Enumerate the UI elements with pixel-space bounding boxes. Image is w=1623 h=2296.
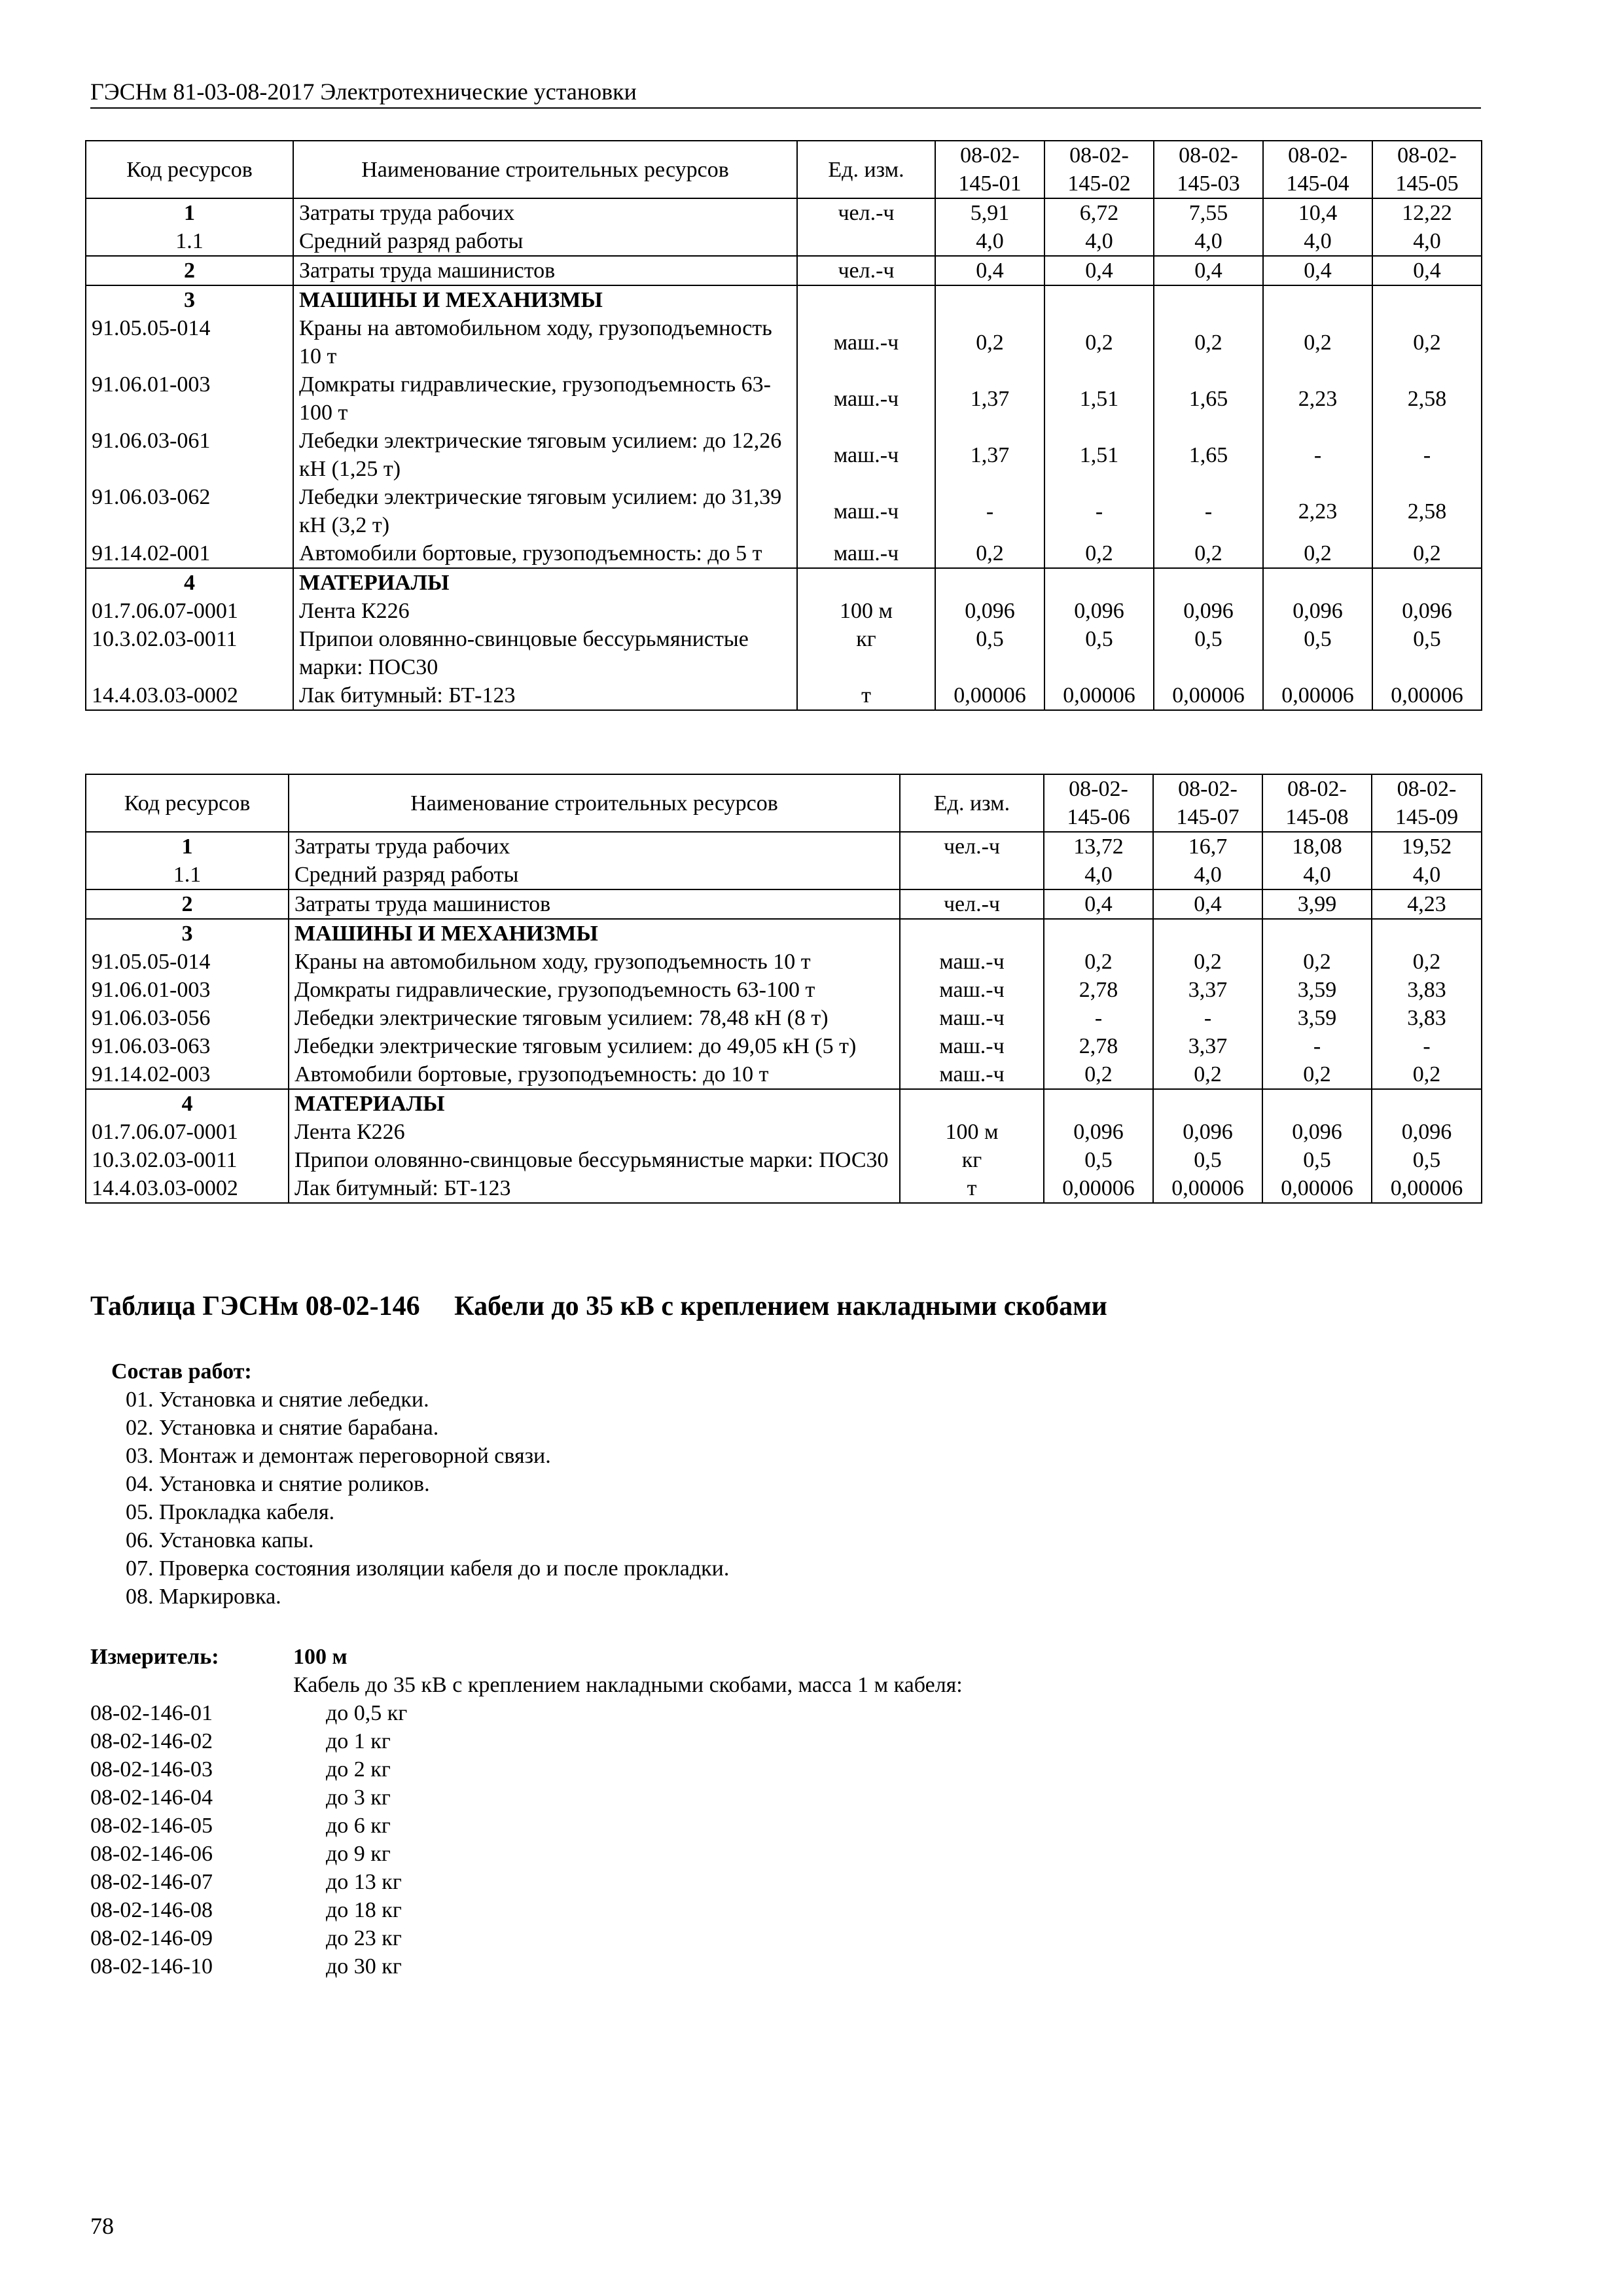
resource-unit: маш.-ч bbox=[900, 1032, 1044, 1060]
resource-value: 3,37 bbox=[1153, 976, 1262, 1004]
meter-item-code: 08-02-146-01 bbox=[90, 1701, 213, 1725]
column-header: 08-02-145-07 bbox=[1153, 774, 1262, 832]
column-header: Код ресурсов bbox=[86, 774, 289, 832]
column-header: 08-02-145-04 bbox=[1263, 141, 1372, 198]
resource-value: 0,2 bbox=[1262, 948, 1372, 976]
resource-unit: чел.-ч bbox=[797, 198, 935, 227]
meter-item-code: 08-02-146-05 bbox=[90, 1814, 213, 1838]
column-header: Код ресурсов bbox=[86, 141, 293, 198]
resource-value: 0,2 bbox=[1263, 314, 1372, 370]
resource-name: Припои оловянно-свинцовые бессурьмянистые марки: ПОС30 bbox=[293, 625, 797, 681]
works-item: 07. Проверка состояния изоляции кабеля до и после прокладки. bbox=[126, 1556, 730, 1581]
column-header: Наименование строительных ресурсов bbox=[293, 141, 797, 198]
resource-value: 4,0 bbox=[1263, 227, 1372, 256]
resource-code: 91.14.02-001 bbox=[86, 539, 293, 568]
resource-value: 3,83 bbox=[1372, 976, 1482, 1004]
header-row bbox=[86, 141, 1482, 198]
resource-code: 91.06.03-056 bbox=[86, 1004, 289, 1032]
resource-value: - bbox=[1153, 1004, 1262, 1032]
resource-value bbox=[1044, 285, 1154, 314]
section-table-id: Таблица ГЭСНм 08-02-146 bbox=[90, 1291, 420, 1321]
resource-value: 19,52 bbox=[1372, 832, 1482, 861]
resource-value: 4,0 bbox=[1044, 861, 1153, 889]
resource-name: МАШИНЫ И МЕХАНИЗМЫ bbox=[293, 285, 797, 314]
resource-value: 0,2 bbox=[1044, 314, 1154, 370]
meter-item bbox=[90, 1755, 1203, 1784]
resource-code: 2 bbox=[86, 889, 289, 919]
table-row bbox=[86, 483, 1482, 539]
resource-value: - bbox=[1372, 427, 1482, 483]
resource-unit: маш.-ч bbox=[900, 1060, 1044, 1089]
resource-value bbox=[1372, 919, 1482, 948]
resource-name: Краны на автомобильном ходу, грузоподъемность 10 т bbox=[289, 948, 900, 976]
table-row bbox=[86, 1118, 1482, 1146]
table-row bbox=[86, 1060, 1482, 1089]
meter-item-text: до 13 кг bbox=[326, 1870, 402, 1894]
column-header: Наименование строительных ресурсов bbox=[289, 774, 900, 832]
resource-code: 91.06.03-061 bbox=[86, 427, 293, 483]
meter-item-text: до 6 кг bbox=[326, 1814, 391, 1838]
resource-code: 3 bbox=[86, 919, 289, 948]
resource-value: 18,08 bbox=[1262, 832, 1372, 861]
resource-code: 91.05.05-014 bbox=[86, 314, 293, 370]
meter-block bbox=[90, 1643, 1203, 1981]
resource-value: - bbox=[1262, 1032, 1372, 1060]
resource-value: 0,4 bbox=[1372, 256, 1482, 285]
table-header bbox=[86, 774, 1482, 832]
resource-value: 0,2 bbox=[935, 314, 1044, 370]
works-item: 06. Установка капы. bbox=[126, 1528, 314, 1552]
resource-value: 0,2 bbox=[1044, 1060, 1153, 1089]
resource-value: 4,0 bbox=[1044, 227, 1154, 256]
works-heading: Состав работ: bbox=[111, 1359, 252, 1384]
resource-name: Затраты труда машинистов bbox=[289, 889, 900, 919]
resource-unit: маш.-ч bbox=[797, 427, 935, 483]
resource-value bbox=[1044, 1089, 1153, 1118]
resource-value: 0,096 bbox=[1154, 597, 1263, 625]
resource-value: 3,99 bbox=[1262, 889, 1372, 919]
resource-value: 4,0 bbox=[1372, 861, 1482, 889]
table-row bbox=[86, 227, 1482, 256]
meter-description: Кабель до 35 кВ с креплением накладными скобами, масса 1 м кабеля: bbox=[293, 1673, 963, 1697]
resource-code: 91.05.05-014 bbox=[86, 948, 289, 976]
resource-value bbox=[1154, 568, 1263, 597]
table-row bbox=[86, 625, 1482, 681]
meter-item bbox=[90, 1840, 1203, 1868]
resource-unit: маш.-ч bbox=[797, 539, 935, 568]
resource-code: 4 bbox=[86, 568, 293, 597]
resource-value: 0,2 bbox=[1154, 539, 1263, 568]
resource-value: 1,65 bbox=[1154, 427, 1263, 483]
resource-value bbox=[1262, 1089, 1372, 1118]
group-heading-row bbox=[86, 919, 1482, 948]
resource-value: 0,5 bbox=[1372, 1146, 1482, 1174]
resource-value: 10,4 bbox=[1263, 198, 1372, 227]
resource-value bbox=[1044, 568, 1154, 597]
resource-value: 0,00006 bbox=[1154, 681, 1263, 710]
resource-value: 4,0 bbox=[1372, 227, 1482, 256]
resource-value: 5,91 bbox=[935, 198, 1044, 227]
resource-unit bbox=[900, 919, 1044, 948]
resource-value: 0,00006 bbox=[1044, 681, 1154, 710]
resource-name: Автомобили бортовые, грузоподъемность: до 5 т bbox=[293, 539, 797, 568]
resource-value bbox=[1372, 285, 1482, 314]
resource-table-145-01-05 bbox=[85, 140, 1482, 711]
table-body bbox=[86, 832, 1482, 1203]
resource-name: Лебедки электрические тяговым усилием: до 12,26 кН (1,25 т) bbox=[293, 427, 797, 483]
resource-name: МАТЕРИАЛЫ bbox=[293, 568, 797, 597]
resource-value: 0,00006 bbox=[935, 681, 1044, 710]
table-row bbox=[86, 1146, 1482, 1174]
resource-unit: маш.-ч bbox=[900, 948, 1044, 976]
resource-value bbox=[1372, 1089, 1482, 1118]
resource-unit: 100 м bbox=[797, 597, 935, 625]
resource-value: 3,59 bbox=[1262, 1004, 1372, 1032]
resource-value: 1,51 bbox=[1044, 427, 1154, 483]
resource-name: МАШИНЫ И МЕХАНИЗМЫ bbox=[289, 919, 900, 948]
resource-value bbox=[1372, 568, 1482, 597]
meter-item-code: 08-02-146-02 bbox=[90, 1729, 213, 1753]
resource-name: Лебедки электрические тяговым усилием: 78,48 кН (8 т) bbox=[289, 1004, 900, 1032]
table-row bbox=[86, 889, 1482, 919]
resource-value: 0,2 bbox=[1263, 539, 1372, 568]
works-composition bbox=[111, 1357, 729, 1611]
resource-name: Лак битумный: БТ-123 bbox=[289, 1174, 900, 1203]
column-header: Ед. изм. bbox=[900, 774, 1044, 832]
resource-value: 0,5 bbox=[935, 625, 1044, 681]
resource-value: 0,2 bbox=[1153, 1060, 1262, 1089]
resource-value bbox=[1263, 568, 1372, 597]
meter-label: Измеритель: bbox=[90, 1645, 219, 1669]
resource-value: 0,00006 bbox=[1262, 1174, 1372, 1203]
resource-value: 16,7 bbox=[1153, 832, 1262, 861]
resource-value: 0,5 bbox=[1372, 625, 1482, 681]
resource-value: 2,23 bbox=[1263, 370, 1372, 427]
resource-value: 2,58 bbox=[1372, 483, 1482, 539]
table-row bbox=[86, 948, 1482, 976]
table-row bbox=[86, 370, 1482, 427]
resource-value: 13,72 bbox=[1044, 832, 1153, 861]
resource-code: 1 bbox=[86, 198, 293, 227]
resource-value: 2,23 bbox=[1263, 483, 1372, 539]
meter-item bbox=[90, 1924, 1203, 1952]
resource-unit: маш.-ч bbox=[900, 976, 1044, 1004]
resource-value: - bbox=[1154, 483, 1263, 539]
meter-item bbox=[90, 1812, 1203, 1840]
group-heading-row bbox=[86, 285, 1482, 314]
meter-item-code: 08-02-146-10 bbox=[90, 1954, 213, 1979]
section-title bbox=[90, 1289, 1107, 1323]
meter-item-text: до 0,5 кг bbox=[326, 1701, 408, 1725]
column-header: Ед. изм. bbox=[797, 141, 935, 198]
resource-name: Лебедки электрические тяговым усилием: до 31,39 кН (3,2 т) bbox=[293, 483, 797, 539]
resource-value: 1,37 bbox=[935, 427, 1044, 483]
running-title: ГЭСНм 81-03-08-2017 Электротехнические установки bbox=[90, 77, 1481, 109]
resource-value: 0,096 bbox=[1263, 597, 1372, 625]
resource-value: 0,5 bbox=[1044, 625, 1154, 681]
meter-item-code: 08-02-146-04 bbox=[90, 1785, 213, 1810]
resource-value: 12,22 bbox=[1372, 198, 1482, 227]
table-row bbox=[86, 681, 1482, 710]
resource-value: 0,5 bbox=[1153, 1146, 1262, 1174]
resource-code: 14.4.03.03-0002 bbox=[86, 681, 293, 710]
resource-unit: маш.-ч bbox=[900, 1004, 1044, 1032]
column-header: 08-02-145-06 bbox=[1044, 774, 1153, 832]
resource-value: 0,2 bbox=[1372, 539, 1482, 568]
resource-name: Средний разряд работы bbox=[293, 227, 797, 256]
meter-item-code: 08-02-146-06 bbox=[90, 1842, 213, 1866]
resource-code: 91.14.02-003 bbox=[86, 1060, 289, 1089]
resource-code: 10.3.02.03-0011 bbox=[86, 625, 293, 681]
resource-value: 0,096 bbox=[1044, 597, 1154, 625]
resource-value: 4,23 bbox=[1372, 889, 1482, 919]
resource-value: 0,2 bbox=[1372, 948, 1482, 976]
resource-value: 0,2 bbox=[1372, 1060, 1482, 1089]
meter-item-text: до 30 кг bbox=[326, 1954, 402, 1979]
header-row bbox=[86, 774, 1482, 832]
works-item: 01. Установка и снятие лебедки. bbox=[126, 1388, 429, 1412]
resource-value: 0,096 bbox=[1153, 1118, 1262, 1146]
resource-value: 0,4 bbox=[1044, 256, 1154, 285]
resource-value: - bbox=[1044, 1004, 1153, 1032]
meter-item bbox=[90, 1868, 1203, 1896]
resource-value: 3,83 bbox=[1372, 1004, 1482, 1032]
resource-code: 10.3.02.03-0011 bbox=[86, 1146, 289, 1174]
resource-value: 0,2 bbox=[1372, 314, 1482, 370]
resource-value bbox=[1044, 919, 1153, 948]
resource-name: Затраты труда рабочих bbox=[289, 832, 900, 861]
resource-unit bbox=[900, 861, 1044, 889]
resource-name: Затраты труда рабочих bbox=[293, 198, 797, 227]
resource-value: 1,51 bbox=[1044, 370, 1154, 427]
resource-value: 0,4 bbox=[1153, 889, 1262, 919]
resource-unit: кг bbox=[900, 1146, 1044, 1174]
meter-item bbox=[90, 1699, 1203, 1727]
resource-name: Припои оловянно-свинцовые бессурьмянистые марки: ПОС30 bbox=[289, 1146, 900, 1174]
section-table-title: Кабели до 35 кВ с креплением накладными скобами bbox=[454, 1291, 1107, 1321]
resource-unit: маш.-ч bbox=[797, 314, 935, 370]
resource-unit: кг bbox=[797, 625, 935, 681]
resource-value: 4,0 bbox=[1154, 227, 1263, 256]
resource-value: 0,5 bbox=[1044, 1146, 1153, 1174]
resource-value: - bbox=[935, 483, 1044, 539]
resource-name: Лента К226 bbox=[289, 1118, 900, 1146]
resource-value bbox=[1154, 285, 1263, 314]
resource-unit: т bbox=[900, 1174, 1044, 1203]
resource-name: Домкраты гидравлические, грузоподъемность 63-100 т bbox=[293, 370, 797, 427]
table-header bbox=[86, 141, 1482, 198]
resource-value: 4,0 bbox=[935, 227, 1044, 256]
resource-code: 1.1 bbox=[86, 861, 289, 889]
table-row bbox=[86, 1004, 1482, 1032]
resource-name: Домкраты гидравлические, грузоподъемность 63-100 т bbox=[289, 976, 900, 1004]
resource-code: 1 bbox=[86, 832, 289, 861]
table-row bbox=[86, 314, 1482, 370]
resource-value: 1,37 bbox=[935, 370, 1044, 427]
group-heading-row bbox=[86, 568, 1482, 597]
resource-code: 3 bbox=[86, 285, 293, 314]
resource-value: 1,65 bbox=[1154, 370, 1263, 427]
meter-item-code: 08-02-146-08 bbox=[90, 1898, 213, 1922]
table-row bbox=[86, 597, 1482, 625]
resource-value: 0,2 bbox=[935, 539, 1044, 568]
resource-name: Автомобили бортовые, грузоподъемность: до 10 т bbox=[289, 1060, 900, 1089]
meter-item bbox=[90, 1784, 1203, 1812]
resource-value: 0,5 bbox=[1154, 625, 1263, 681]
resource-value bbox=[1263, 285, 1372, 314]
resource-value: 0,4 bbox=[1263, 256, 1372, 285]
resource-value: 0,096 bbox=[1044, 1118, 1153, 1146]
resource-code: 91.06.03-062 bbox=[86, 483, 293, 539]
resource-value: 2,78 bbox=[1044, 976, 1153, 1004]
resource-value: 0,00006 bbox=[1263, 681, 1372, 710]
resource-value: 0,2 bbox=[1262, 1060, 1372, 1089]
resource-value bbox=[1153, 919, 1262, 948]
resource-value: 0,00006 bbox=[1372, 1174, 1482, 1203]
resource-unit: чел.-ч bbox=[900, 889, 1044, 919]
resource-name: Лебедки электрические тяговым усилием: до 49,05 кН (5 т) bbox=[289, 1032, 900, 1060]
resource-unit: 100 м bbox=[900, 1118, 1044, 1146]
works-item: 03. Монтаж и демонтаж переговорной связи. bbox=[126, 1444, 551, 1468]
resource-unit bbox=[797, 227, 935, 256]
table-row bbox=[86, 1032, 1482, 1060]
column-header: 08-02-145-08 bbox=[1262, 774, 1372, 832]
column-header: 08-02-145-03 bbox=[1154, 141, 1263, 198]
resource-value: 2,58 bbox=[1372, 370, 1482, 427]
resource-value: 0,5 bbox=[1263, 625, 1372, 681]
group-heading-row bbox=[86, 1089, 1482, 1118]
resource-value: 0,096 bbox=[1372, 1118, 1482, 1146]
meter-item-text: до 2 кг bbox=[326, 1757, 391, 1782]
resource-name: Лак битумный: БТ-123 bbox=[293, 681, 797, 710]
resource-value: 0,4 bbox=[1154, 256, 1263, 285]
resource-value: 2,78 bbox=[1044, 1032, 1153, 1060]
resource-value: 0,4 bbox=[935, 256, 1044, 285]
resource-name: Краны на автомобильном ходу, грузоподъемность 10 т bbox=[293, 314, 797, 370]
table-row bbox=[86, 832, 1482, 861]
resource-unit bbox=[797, 285, 935, 314]
resource-code: 91.06.01-003 bbox=[86, 370, 293, 427]
resource-value: 0,2 bbox=[1044, 948, 1153, 976]
resource-value: - bbox=[1263, 427, 1372, 483]
meter-item-text: до 1 кг bbox=[326, 1729, 391, 1753]
resource-name: Лента К226 bbox=[293, 597, 797, 625]
meter-item-text: до 3 кг bbox=[326, 1785, 391, 1810]
column-header: 08-02-145-09 bbox=[1372, 774, 1482, 832]
resource-value bbox=[1262, 919, 1372, 948]
resource-unit bbox=[900, 1089, 1044, 1118]
works-item: 05. Прокладка кабеля. bbox=[126, 1500, 335, 1524]
resource-value: 0,2 bbox=[1044, 539, 1154, 568]
meter-item-code: 08-02-146-09 bbox=[90, 1926, 213, 1950]
works-item: 04. Установка и снятие роликов. bbox=[126, 1472, 430, 1496]
resource-value bbox=[935, 568, 1044, 597]
table-body bbox=[86, 198, 1482, 710]
table-row bbox=[86, 976, 1482, 1004]
resource-unit bbox=[797, 568, 935, 597]
meter-item-text: до 18 кг bbox=[326, 1898, 402, 1922]
resource-value: 0,096 bbox=[1262, 1118, 1372, 1146]
column-header: 08-02-145-05 bbox=[1372, 141, 1482, 198]
table-row bbox=[86, 1174, 1482, 1203]
resource-value: 0,2 bbox=[1154, 314, 1263, 370]
resource-value: 3,37 bbox=[1153, 1032, 1262, 1060]
resource-unit: маш.-ч bbox=[797, 483, 935, 539]
resource-name: Средний разряд работы bbox=[289, 861, 900, 889]
meter-item bbox=[90, 1952, 1203, 1981]
resource-value: 0,2 bbox=[1153, 948, 1262, 976]
resource-name: Затраты труда машинистов bbox=[293, 256, 797, 285]
resource-value: 0,00006 bbox=[1372, 681, 1482, 710]
resource-value: 0,096 bbox=[1372, 597, 1482, 625]
resource-value: 4,0 bbox=[1153, 861, 1262, 889]
resource-value bbox=[1153, 1089, 1262, 1118]
resource-code: 01.7.06.07-0001 bbox=[86, 597, 293, 625]
resource-unit: чел.-ч bbox=[797, 256, 935, 285]
resource-value: 0,096 bbox=[935, 597, 1044, 625]
resource-name: МАТЕРИАЛЫ bbox=[289, 1089, 900, 1118]
meter-item bbox=[90, 1896, 1203, 1924]
table-row bbox=[86, 539, 1482, 568]
resource-value: 0,00006 bbox=[1153, 1174, 1262, 1203]
works-item: 02. Установка и снятие барабана. bbox=[126, 1416, 439, 1440]
resource-value: - bbox=[1044, 483, 1154, 539]
resource-code: 2 bbox=[86, 256, 293, 285]
resource-value: 0,00006 bbox=[1044, 1174, 1153, 1203]
resource-code: 14.4.03.03-0002 bbox=[86, 1174, 289, 1203]
table-row bbox=[86, 198, 1482, 227]
table-row bbox=[86, 256, 1482, 285]
resource-code: 4 bbox=[86, 1089, 289, 1118]
resource-unit: т bbox=[797, 681, 935, 710]
resource-unit: маш.-ч bbox=[797, 370, 935, 427]
resource-value: 4,0 bbox=[1262, 861, 1372, 889]
meter-item-text: до 23 кг bbox=[326, 1926, 402, 1950]
meter-unit: 100 м bbox=[293, 1645, 348, 1669]
resource-code: 91.06.03-063 bbox=[86, 1032, 289, 1060]
meter-item-code: 08-02-146-03 bbox=[90, 1757, 213, 1782]
resource-value: 0,5 bbox=[1262, 1146, 1372, 1174]
column-header: 08-02-145-01 bbox=[935, 141, 1044, 198]
resource-value: 0,4 bbox=[1044, 889, 1153, 919]
resource-value: 6,72 bbox=[1044, 198, 1154, 227]
meter-item-code: 08-02-146-07 bbox=[90, 1870, 213, 1894]
page-number: 78 bbox=[90, 2213, 114, 2239]
works-item: 08. Маркировка. bbox=[126, 1585, 281, 1609]
resource-unit: чел.-ч bbox=[900, 832, 1044, 861]
resource-value: 3,59 bbox=[1262, 976, 1372, 1004]
meter-items bbox=[90, 1699, 1203, 1981]
resource-code: 1.1 bbox=[86, 227, 293, 256]
meter-item bbox=[90, 1727, 1203, 1755]
works-list bbox=[111, 1386, 729, 1611]
table-row bbox=[86, 861, 1482, 889]
table-row bbox=[86, 427, 1482, 483]
resource-value: 7,55 bbox=[1154, 198, 1263, 227]
meter-item-text: до 9 кг bbox=[326, 1842, 391, 1866]
resource-code: 01.7.06.07-0001 bbox=[86, 1118, 289, 1146]
resource-value: - bbox=[1372, 1032, 1482, 1060]
column-header: 08-02-145-02 bbox=[1044, 141, 1154, 198]
resource-table-145-06-09 bbox=[85, 774, 1482, 1204]
resource-code: 91.06.01-003 bbox=[86, 976, 289, 1004]
resource-value bbox=[935, 285, 1044, 314]
